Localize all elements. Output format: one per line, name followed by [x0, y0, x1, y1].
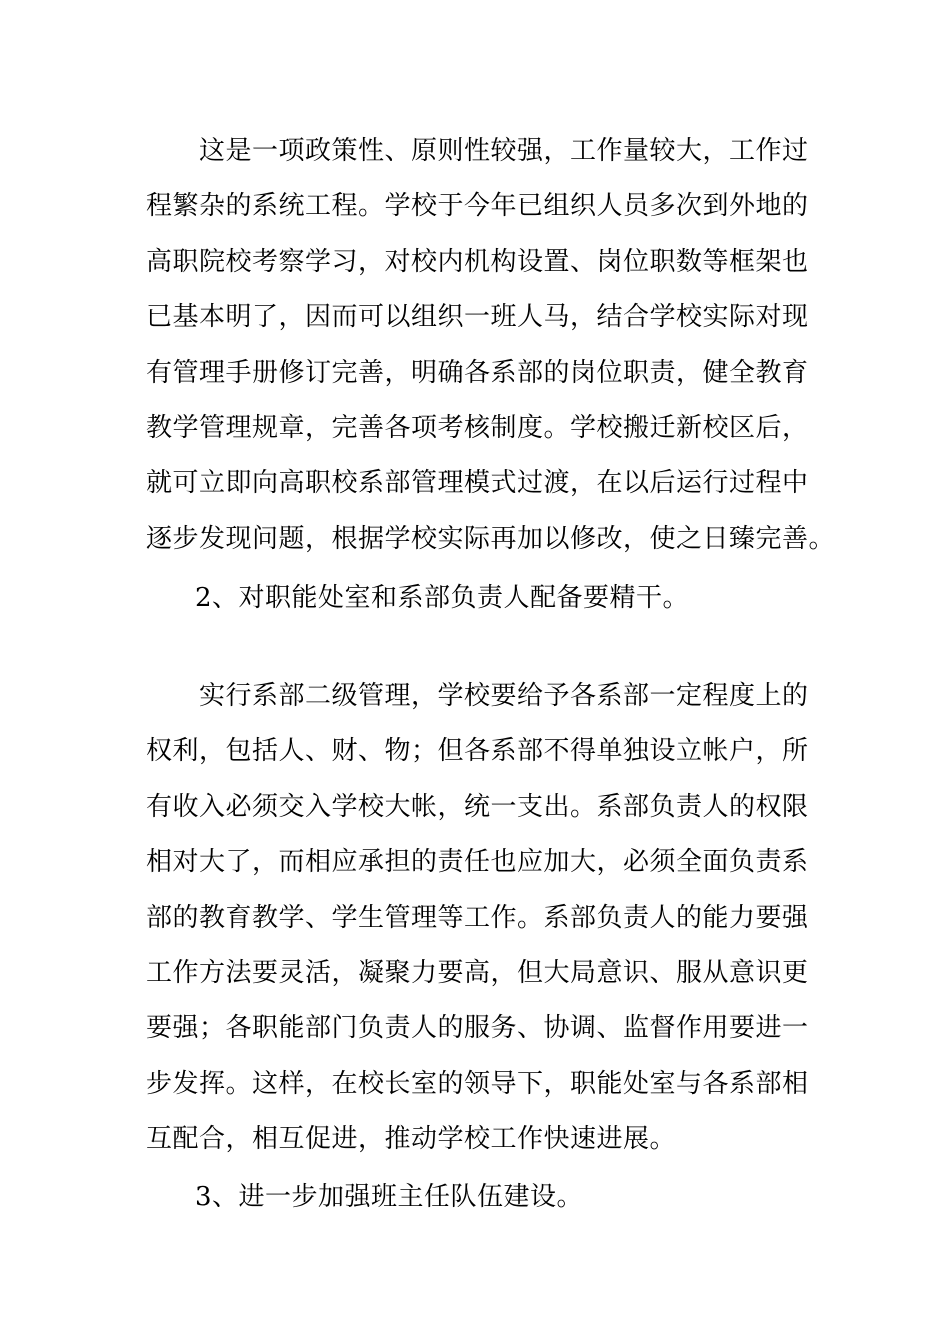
text-line: 互配合，相互促进，推动学校工作快速进展。 — [146, 1124, 677, 1155]
text-line: 逐步发现问题，根据学校实际再加以修改，使之日臻完善。 — [146, 523, 836, 554]
text-line: 教学管理规章，完善各项考核制度。学校搬迁新校区后， — [146, 413, 809, 444]
text-line: 这是一项政策性、原则性较强，工作量较大，工作过 — [146, 136, 809, 166]
text-line: 实行系部二级管理，学校要给予各系部一定程度上的 — [146, 681, 809, 711]
text-line: 有管理手册修订完善，明确各系部的岗位职责，健全教育 — [146, 357, 809, 388]
text-line: 相对大了，而相应承担的责任也应加大，必须全面负责系 — [146, 847, 809, 878]
text-line: 程繁杂的系统工程。学校于今年已组织人员多次到外地的 — [146, 191, 809, 222]
text-line: 有收入必须交入学校大帐，统一支出。系部负责人的权限 — [146, 791, 809, 822]
text-line: 权利，包括人、财、物；但各系部不得单独设立帐户，所 — [146, 736, 809, 767]
text-line: 步发挥。这样，在校长室的领导下，职能处室与各系部相 — [146, 1068, 809, 1099]
text-line: 要强；各职能部门负责人的服务、协调、监督作用要进一 — [146, 1013, 809, 1044]
text-line: 已基本明了，因而可以组织一班人马，结合学校实际对现 — [146, 302, 809, 333]
text-line: 工作方法要灵活，凝聚力要高，但大局意识、服从意识更 — [146, 958, 809, 989]
text-line: 高职院校考察学习，对校内机构设置、岗位职数等框架也 — [146, 246, 809, 277]
section-heading-2: 2、对职能处室和系部负责人配备要精干。 — [195, 583, 690, 613]
section-heading-3: 3、进一步加强班主任队伍建设。 — [195, 1182, 584, 1212]
paragraph-department-management — [146, 669, 809, 1168]
paragraph-reform-system — [146, 124, 836, 567]
text-line: 就可立即向高职校系部管理模式过渡，在以后运行过程中 — [146, 468, 809, 499]
text-line: 部的教育教学、学生管理等工作。系部负责人的能力要强 — [146, 902, 809, 933]
